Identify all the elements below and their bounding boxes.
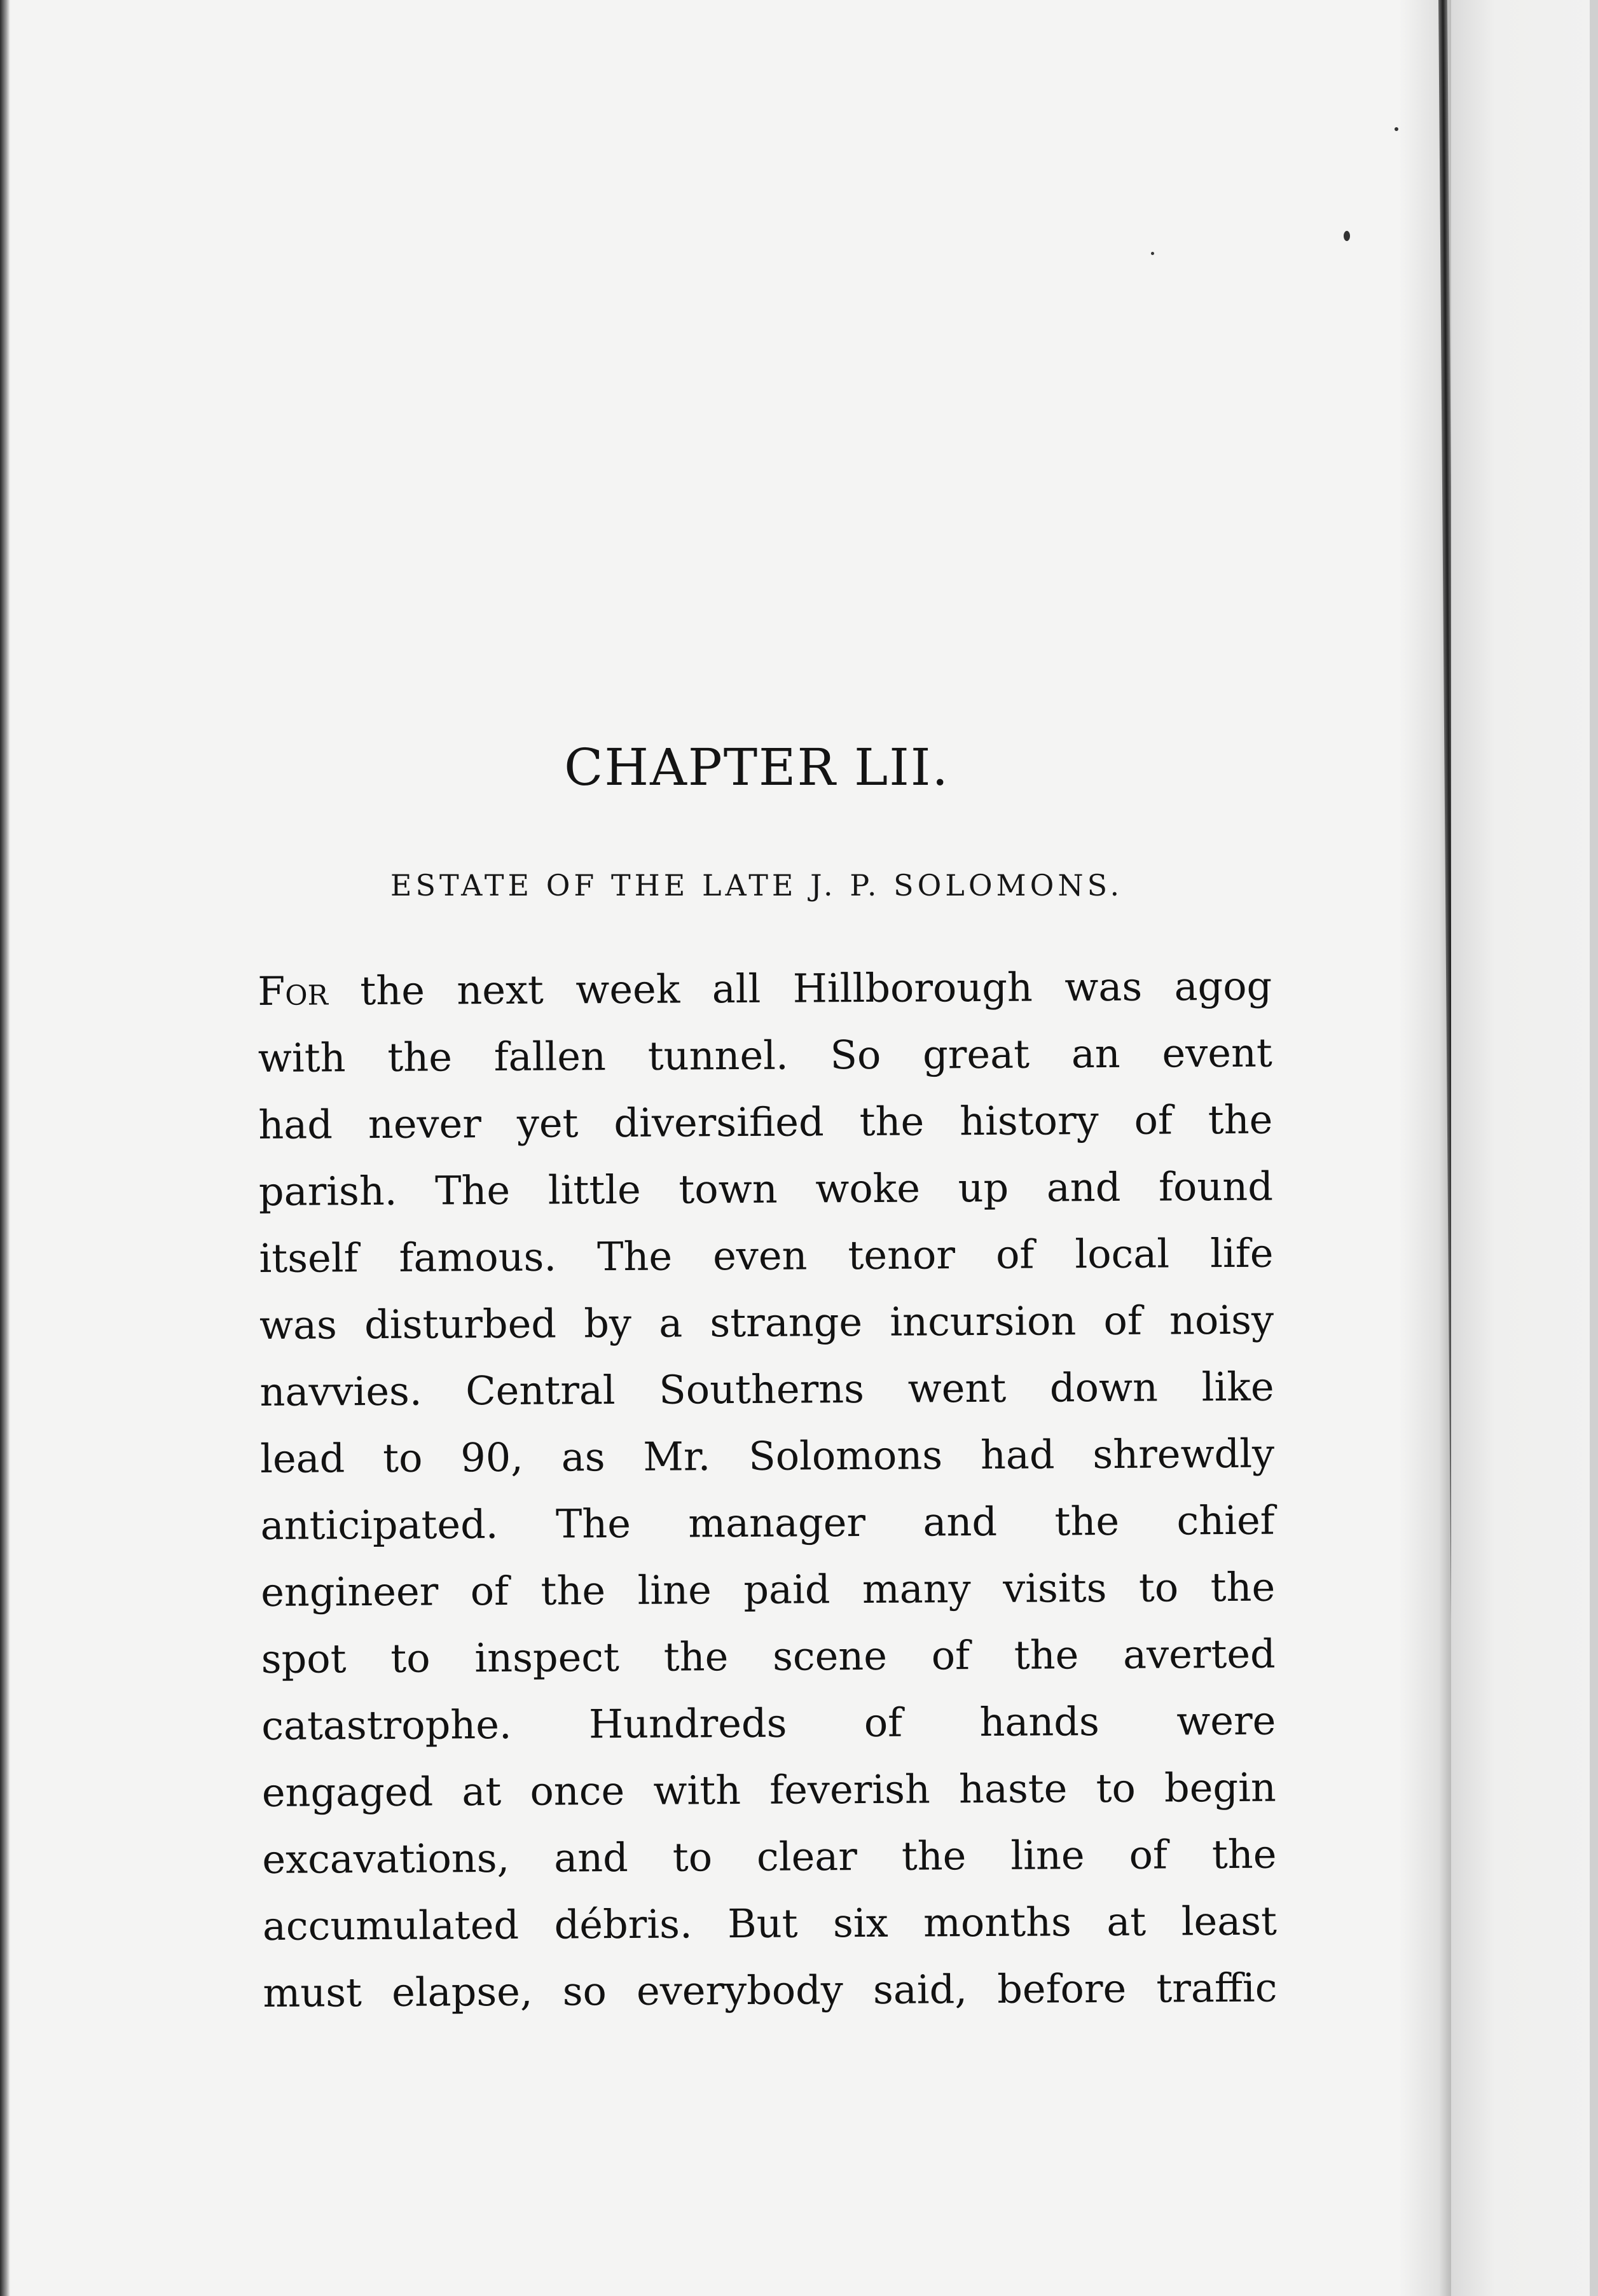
text-line: accumulated débris. But six months at least — [262, 1897, 1278, 1949]
adjacent-page-strip — [1451, 0, 1598, 2296]
text-line: with the fallen tunnel. So great an event — [258, 1029, 1272, 1081]
text-line: parish. The little town woke up and found — [258, 1163, 1274, 1215]
chapter-title: CHAPTER LII. — [564, 738, 949, 797]
page-left-edge — [0, 0, 10, 2296]
text-line: engaged at once with feverish haste to begin — [261, 1764, 1277, 1816]
ink-speck — [1344, 231, 1350, 241]
text-line: was disturbed by a strange incursion of noisy — [259, 1296, 1274, 1348]
opening-word: For — [258, 967, 329, 1014]
body-paragraph — [258, 953, 1278, 2026]
text-line: spot to inspect the scene of the averted — [261, 1630, 1276, 1682]
text-line: lead to 90, as Mr. Solomons had shrewdly — [259, 1430, 1275, 1482]
text-line: anticipated. The manager and the chief — [260, 1497, 1275, 1549]
adjacent-page-edge — [1590, 0, 1598, 2296]
ink-speck — [1151, 252, 1154, 255]
first-line-rest: the next week all Hillborough was agog — [327, 962, 1272, 1014]
text-line: excavations, and to clear the line of the — [262, 1830, 1277, 1883]
text-line: itself famous. The even tenor of local life — [259, 1229, 1274, 1282]
text-line — [258, 953, 1272, 1025]
text-line: catastrophe. Hundreds of hands were — [261, 1697, 1276, 1749]
text-line: navvies. Central Southerns went down like — [259, 1363, 1274, 1415]
text-line: had never yet diversified the history of the — [258, 1096, 1273, 1148]
chapter-subtitle: ESTATE OF THE LATE J. P. SOLOMONS. — [390, 868, 1124, 902]
text-line: engineer of the line paid many visits to the — [261, 1563, 1276, 1615]
text-line: must elapse, so everybody said, before traffic — [263, 1964, 1278, 2016]
ink-speck — [1395, 127, 1398, 131]
